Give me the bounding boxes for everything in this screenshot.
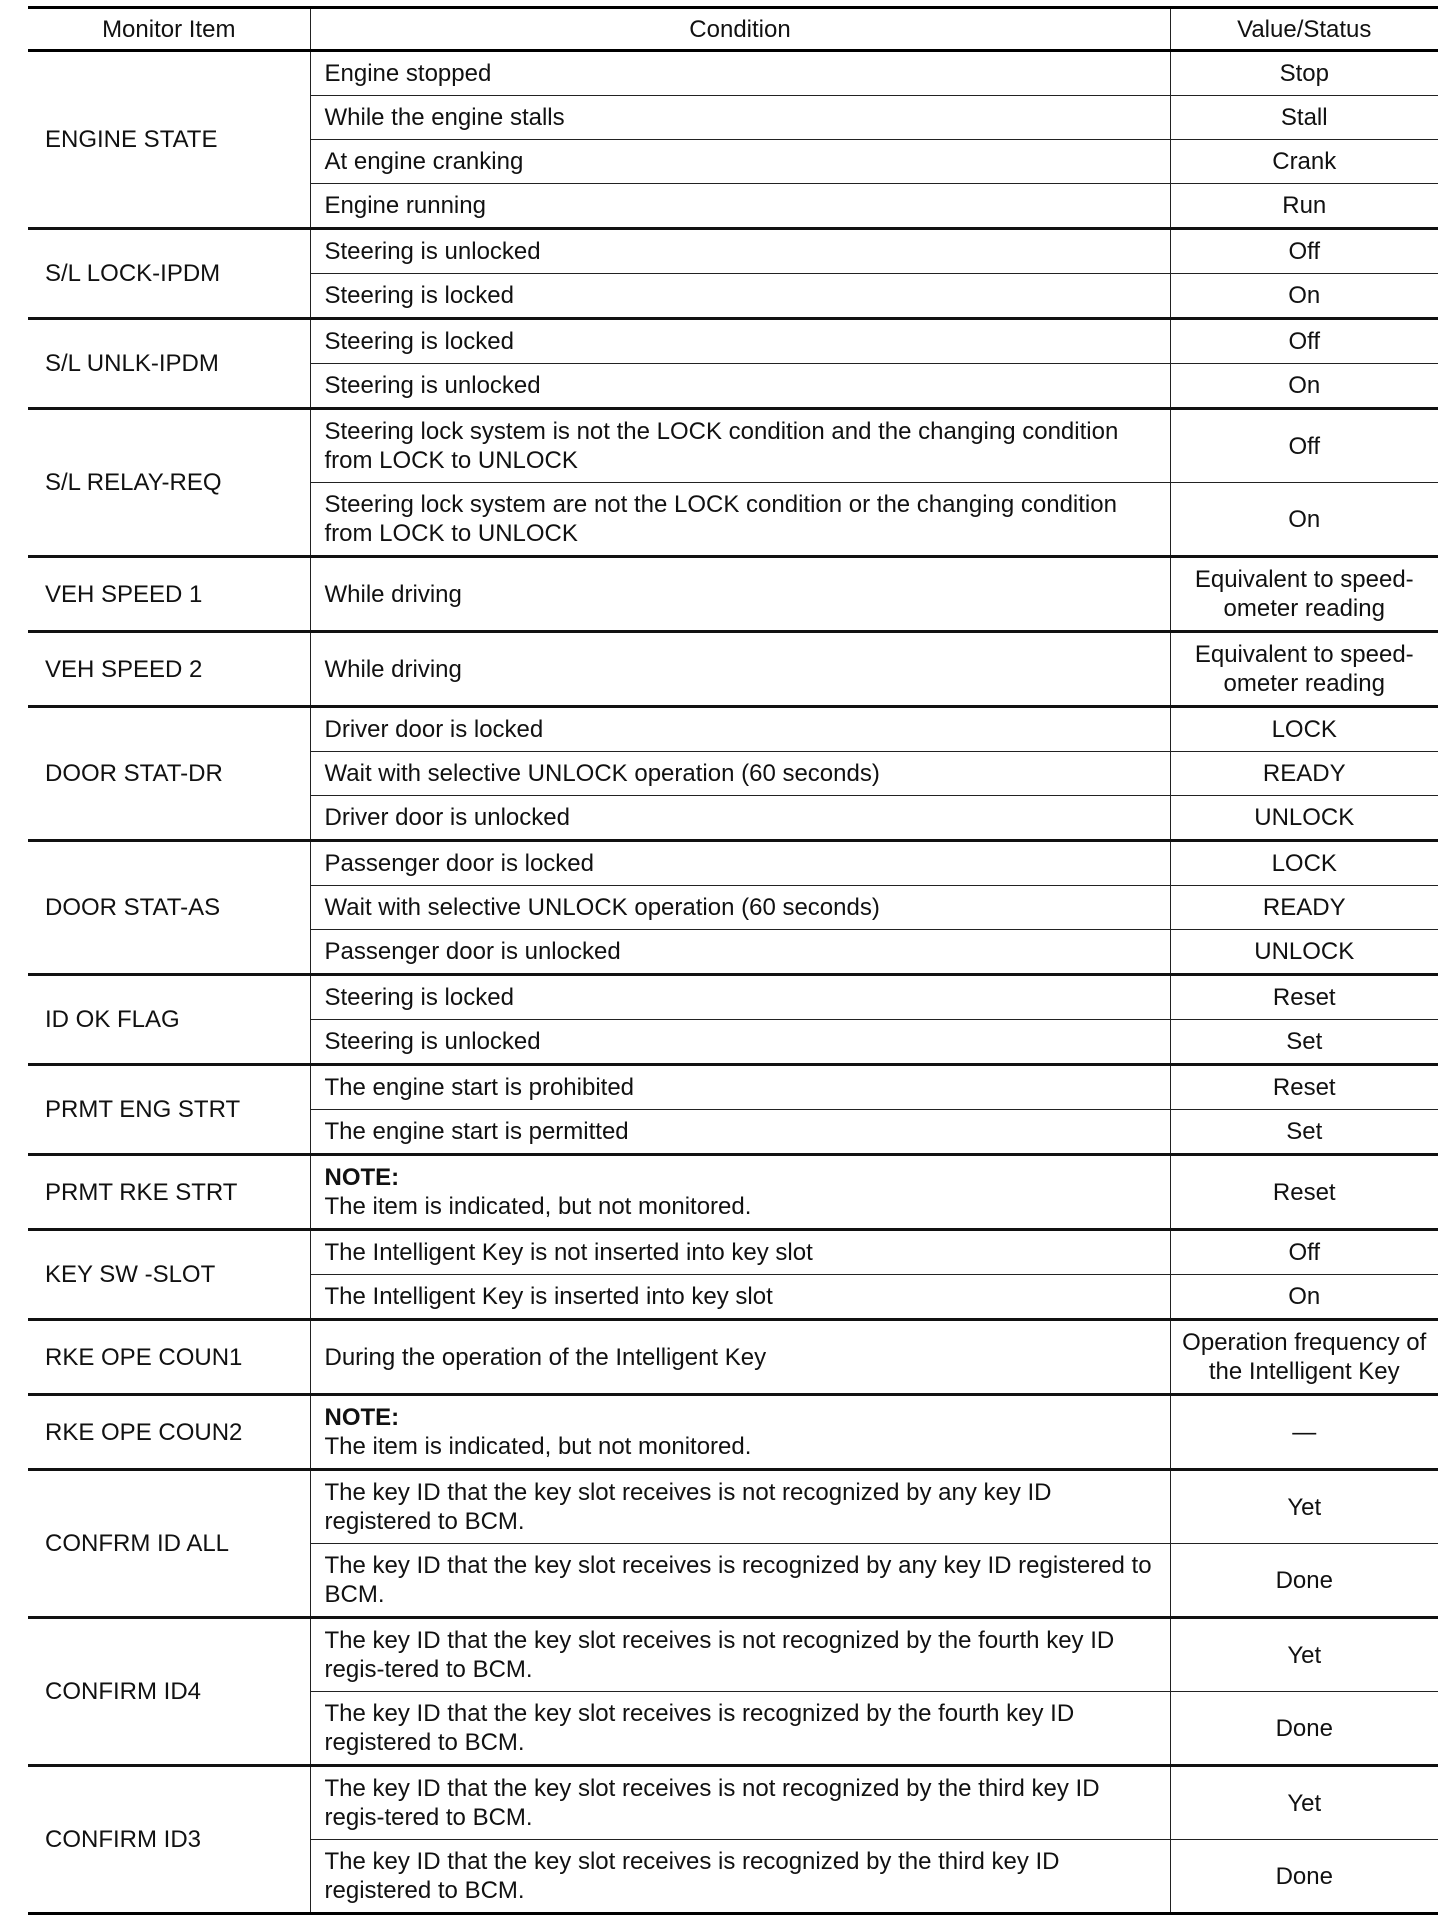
condition-cell (310, 96, 1170, 140)
value-status-cell: On (1170, 364, 1438, 409)
condition-cell (310, 51, 1170, 96)
value-status-cell: READY (1170, 886, 1438, 930)
condition-text: Steering is locked (324, 328, 514, 355)
table-row (28, 1320, 1438, 1395)
condition-text: Steering lock system is not the LOCK condition and the changing condition from LOCK to UNLOCK (324, 418, 1119, 474)
monitor-table-page (28, 6, 1438, 1915)
value-status-cell: Off (1170, 409, 1438, 483)
condition-text: Steering is unlocked (324, 372, 541, 399)
table-row (28, 1470, 1438, 1544)
table-header-row (28, 8, 1438, 51)
condition-text: Wait with selective UNLOCK operation (60 seconds) (324, 894, 880, 921)
condition-text: Steering is unlocked (324, 238, 541, 265)
monitor-item-table (28, 6, 1438, 1915)
monitor-item-cell: CONFIRM ID3 (28, 1766, 310, 1914)
value-status-cell: Off (1170, 229, 1438, 274)
value-status-cell: Yet (1170, 1766, 1438, 1840)
condition-cell (310, 557, 1170, 632)
condition-cell (310, 1155, 1170, 1230)
condition-cell (310, 1470, 1170, 1544)
condition-cell (310, 1395, 1170, 1470)
condition-text: The engine start is prohibited (324, 1074, 635, 1101)
condition-text: The item is indicated, but not monitored. (324, 1433, 752, 1460)
value-status-cell: — (1170, 1395, 1438, 1470)
value-status-cell: Equivalent to speed-ometer reading (1170, 632, 1438, 707)
table-row (28, 1618, 1438, 1692)
condition-cell (310, 1544, 1170, 1618)
condition-text: Driver door is unlocked (324, 804, 570, 831)
monitor-item-cell: KEY SW -SLOT (28, 1230, 310, 1320)
condition-cell (310, 1020, 1170, 1065)
header-monitor-item: Monitor Item (28, 8, 310, 51)
condition-text: The Intelligent Key is inserted into key slot (324, 1283, 773, 1310)
value-status-cell: Done (1170, 1692, 1438, 1766)
value-status-cell: On (1170, 274, 1438, 319)
condition-text: The key ID that the key slot receives is not recognized by the third key ID regis-tered to BCM. (324, 1775, 1100, 1831)
table-row (28, 1155, 1438, 1230)
monitor-item-cell: ENGINE STATE (28, 51, 310, 229)
condition-text: Steering is locked (324, 282, 514, 309)
monitor-item-cell: S/L RELAY-REQ (28, 409, 310, 557)
condition-cell (310, 752, 1170, 796)
monitor-item-cell: VEH SPEED 2 (28, 632, 310, 707)
condition-text: Engine stopped (324, 60, 492, 87)
condition-cell (310, 1110, 1170, 1155)
condition-text: The engine start is permitted (324, 1118, 629, 1145)
value-status-cell: Reset (1170, 1065, 1438, 1110)
condition-cell (310, 364, 1170, 409)
value-status-cell: LOCK (1170, 841, 1438, 886)
condition-text: Steering is unlocked (324, 1028, 541, 1055)
table-row (28, 51, 1438, 96)
condition-cell (310, 707, 1170, 752)
table-row (28, 841, 1438, 886)
monitor-item-cell: RKE OPE COUN1 (28, 1320, 310, 1395)
table-row (28, 975, 1438, 1020)
condition-cell (310, 930, 1170, 975)
condition-cell (310, 1618, 1170, 1692)
monitor-item-cell: VEH SPEED 1 (28, 557, 310, 632)
value-status-cell: UNLOCK (1170, 796, 1438, 841)
value-status-cell: Reset (1170, 975, 1438, 1020)
condition-cell (310, 1065, 1170, 1110)
condition-text: At engine cranking (324, 148, 524, 175)
condition-cell (310, 229, 1170, 274)
monitor-item-cell: CONFRM ID ALL (28, 1470, 310, 1618)
value-status-cell: Done (1170, 1544, 1438, 1618)
condition-text: The key ID that the key slot receives is not recognized by the fourth key ID regis-tered to BCM. (324, 1627, 1115, 1683)
value-status-cell: READY (1170, 752, 1438, 796)
monitor-item-cell: ID OK FLAG (28, 975, 310, 1065)
condition-cell (310, 483, 1170, 557)
condition-cell (310, 1840, 1170, 1914)
value-status-cell: Stall (1170, 96, 1438, 140)
table-row (28, 229, 1438, 274)
table-row (28, 1395, 1438, 1470)
condition-text: While driving (324, 580, 462, 608)
condition-text: The key ID that the key slot receives is recognized by any key ID registered to BCM. (324, 1552, 1152, 1608)
condition-text: Steering lock system are not the LOCK condition or the changing condition from LOCK to UNLOCK (324, 491, 1117, 547)
condition-text: Wait with selective UNLOCK operation (60 seconds) (324, 760, 880, 787)
condition-cell (310, 1275, 1170, 1320)
condition-cell (310, 140, 1170, 184)
value-status-cell: On (1170, 1275, 1438, 1320)
condition-text: Engine running (324, 192, 486, 219)
condition-text: While driving (324, 655, 462, 683)
condition-cell (310, 632, 1170, 707)
condition-cell (310, 274, 1170, 319)
condition-text: The key ID that the key slot receives is not recognized by any key ID registered to BCM. (324, 1479, 1052, 1535)
condition-cell (310, 184, 1170, 229)
monitor-item-cell: S/L LOCK-IPDM (28, 229, 310, 319)
condition-cell (310, 975, 1170, 1020)
table-row (28, 1766, 1438, 1840)
header-value-status: Value/Status (1170, 8, 1438, 51)
table-row (28, 409, 1438, 483)
monitor-item-cell: CONFIRM ID4 (28, 1618, 310, 1766)
condition-cell (310, 841, 1170, 886)
condition-cell (310, 1230, 1170, 1275)
condition-text: Steering is locked (324, 984, 514, 1011)
value-status-cell: Done (1170, 1840, 1438, 1914)
value-status-cell: Off (1170, 1230, 1438, 1275)
table-body (28, 51, 1438, 1914)
condition-cell (310, 796, 1170, 841)
value-status-cell: On (1170, 483, 1438, 557)
table-row (28, 707, 1438, 752)
table-row (28, 1065, 1438, 1110)
condition-cell (310, 319, 1170, 364)
monitor-item-cell: S/L UNLK-IPDM (28, 319, 310, 409)
condition-cell (310, 1766, 1170, 1840)
value-status-cell: Equivalent to speed-ometer reading (1170, 557, 1438, 632)
condition-text: Passenger door is locked (324, 850, 594, 877)
monitor-item-cell: DOOR STAT-AS (28, 841, 310, 975)
condition-cell (310, 1320, 1170, 1395)
condition-text: Driver door is locked (324, 716, 544, 743)
value-status-cell: Off (1170, 319, 1438, 364)
condition-text: While the engine stalls (324, 104, 565, 131)
value-status-cell: Stop (1170, 51, 1438, 96)
condition-text: The item is indicated, but not monitored. (324, 1193, 752, 1220)
monitor-item-cell: RKE OPE COUN2 (28, 1395, 310, 1470)
value-status-cell: LOCK (1170, 707, 1438, 752)
table-row (28, 557, 1438, 632)
condition-cell (310, 886, 1170, 930)
value-status-cell: Crank (1170, 140, 1438, 184)
condition-text: Passenger door is unlocked (324, 938, 621, 965)
value-status-cell: Operation frequency of the Intelligent Key (1170, 1320, 1438, 1395)
table-row (28, 632, 1438, 707)
value-status-cell: Yet (1170, 1618, 1438, 1692)
note-label: NOTE: (324, 1404, 400, 1431)
header-condition: Condition (310, 8, 1170, 51)
note-label: NOTE: (324, 1164, 400, 1191)
condition-text: The key ID that the key slot receives is recognized by the fourth key ID registered to BCM. (324, 1700, 1075, 1756)
monitor-item-cell: PRMT RKE STRT (28, 1155, 310, 1230)
monitor-item-cell: DOOR STAT-DR (28, 707, 310, 841)
table-row (28, 1230, 1438, 1275)
condition-cell (310, 1692, 1170, 1766)
value-status-cell: UNLOCK (1170, 930, 1438, 975)
condition-text: The key ID that the key slot receives is recognized by the third key ID registered to BCM. (324, 1848, 1060, 1904)
value-status-cell: Set (1170, 1020, 1438, 1065)
condition-text: During the operation of the Intelligent Key (324, 1343, 767, 1371)
value-status-cell: Run (1170, 184, 1438, 229)
condition-cell (310, 409, 1170, 483)
value-status-cell: Reset (1170, 1155, 1438, 1230)
table-row (28, 319, 1438, 364)
monitor-item-cell: PRMT ENG STRT (28, 1065, 310, 1155)
value-status-cell: Set (1170, 1110, 1438, 1155)
value-status-cell: Yet (1170, 1470, 1438, 1544)
condition-text: The Intelligent Key is not inserted into key slot (324, 1239, 813, 1266)
